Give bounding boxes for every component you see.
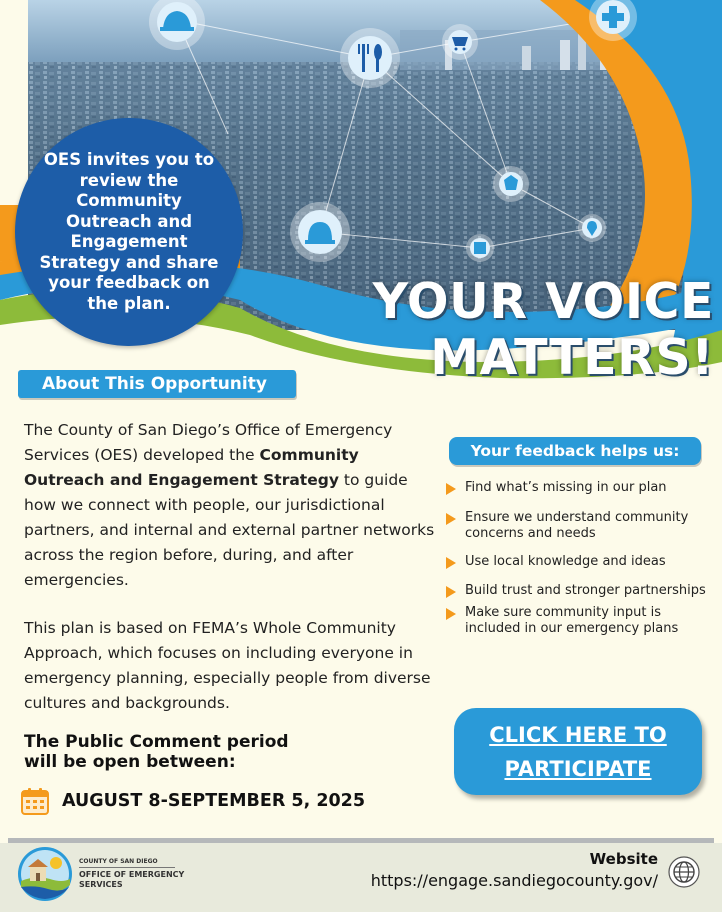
comment-period-heading [24, 732, 324, 772]
website-label: Website [589, 850, 658, 868]
about-p1-end: to guide how we connect with people, our jurisdictional partners, and internal and external partner networks across the region before, during, and after emergencies. [24, 471, 435, 589]
calendar-icon [20, 786, 50, 816]
building-icon [466, 234, 494, 262]
oes-logo-icon [16, 845, 74, 903]
about-heading: About This Opportunity [18, 370, 296, 398]
cta-line-1: CLICK HERE TO [489, 723, 667, 747]
intro-circle [15, 118, 243, 346]
org-name-line-2: SERVICES [79, 880, 123, 889]
police-badge-icon [493, 166, 529, 202]
headline-line-1: YOUR VOICE [372, 273, 714, 330]
feedback-heading: Your feedback helps us: [449, 437, 701, 465]
list-item: Ensure we understand community concerns and needs [446, 510, 708, 542]
arrow-bullet-icon [446, 483, 456, 495]
list-item: Build trust and stronger partnerships [446, 583, 708, 599]
comment-date-range: AUGUST 8-SEPTEMBER 5, 2025 [62, 791, 366, 811]
comment-heading-line-2: will be open between: [24, 752, 236, 772]
comment-dates [20, 785, 365, 817]
cta-line-2: PARTICIPATE [504, 757, 652, 781]
location-pin-icon [578, 214, 606, 242]
website-link[interactable]: https://engage.sandiegocounty.gov/ [370, 871, 658, 890]
arrow-bullet-icon [446, 557, 456, 569]
headline [373, 274, 714, 386]
feedback-list [446, 480, 708, 637]
about-paragraph-1 [24, 418, 436, 593]
intro-text: OES invites you to review the Community Outreach and Engagement Strategy and share your feedback on the plan. [39, 150, 219, 313]
siren-icon [290, 202, 350, 262]
hero-banner [0, 0, 722, 420]
participate-button[interactable] [454, 708, 702, 795]
utensils-icon [340, 28, 400, 88]
arrow-bullet-icon [446, 586, 456, 598]
org-name [79, 870, 189, 890]
globe-icon [668, 856, 700, 888]
shopping-cart-icon [442, 24, 478, 60]
comment-heading-line-1: The Public Comment period [24, 732, 289, 752]
list-item: Find what’s missing in our plan [446, 480, 708, 496]
arrow-bullet-icon [446, 608, 456, 620]
arrow-bullet-icon [446, 513, 456, 525]
about-paragraph-2: This plan is based on FEMA’s Whole Community Approach, which focuses on including everyone in emergency planning, especially people from diverse cultures and backgrounds. [24, 619, 431, 712]
headline-line-2: MATTERS! [430, 329, 714, 386]
list-item: Use local knowledge and ideas [446, 554, 708, 570]
about-p1-start: The County of San Diego’s Office of Emergency Services (OES) developed the [24, 421, 393, 464]
strategy-name: Community Outreach and Engagement Strategy [24, 446, 359, 489]
org-county-name: COUNTY OF SAN DIEGO [79, 858, 175, 868]
org-name-line-1: OFFICE OF EMERGENCY [79, 870, 185, 879]
list-item: Make sure community input is included in our emergency plans [446, 605, 708, 637]
